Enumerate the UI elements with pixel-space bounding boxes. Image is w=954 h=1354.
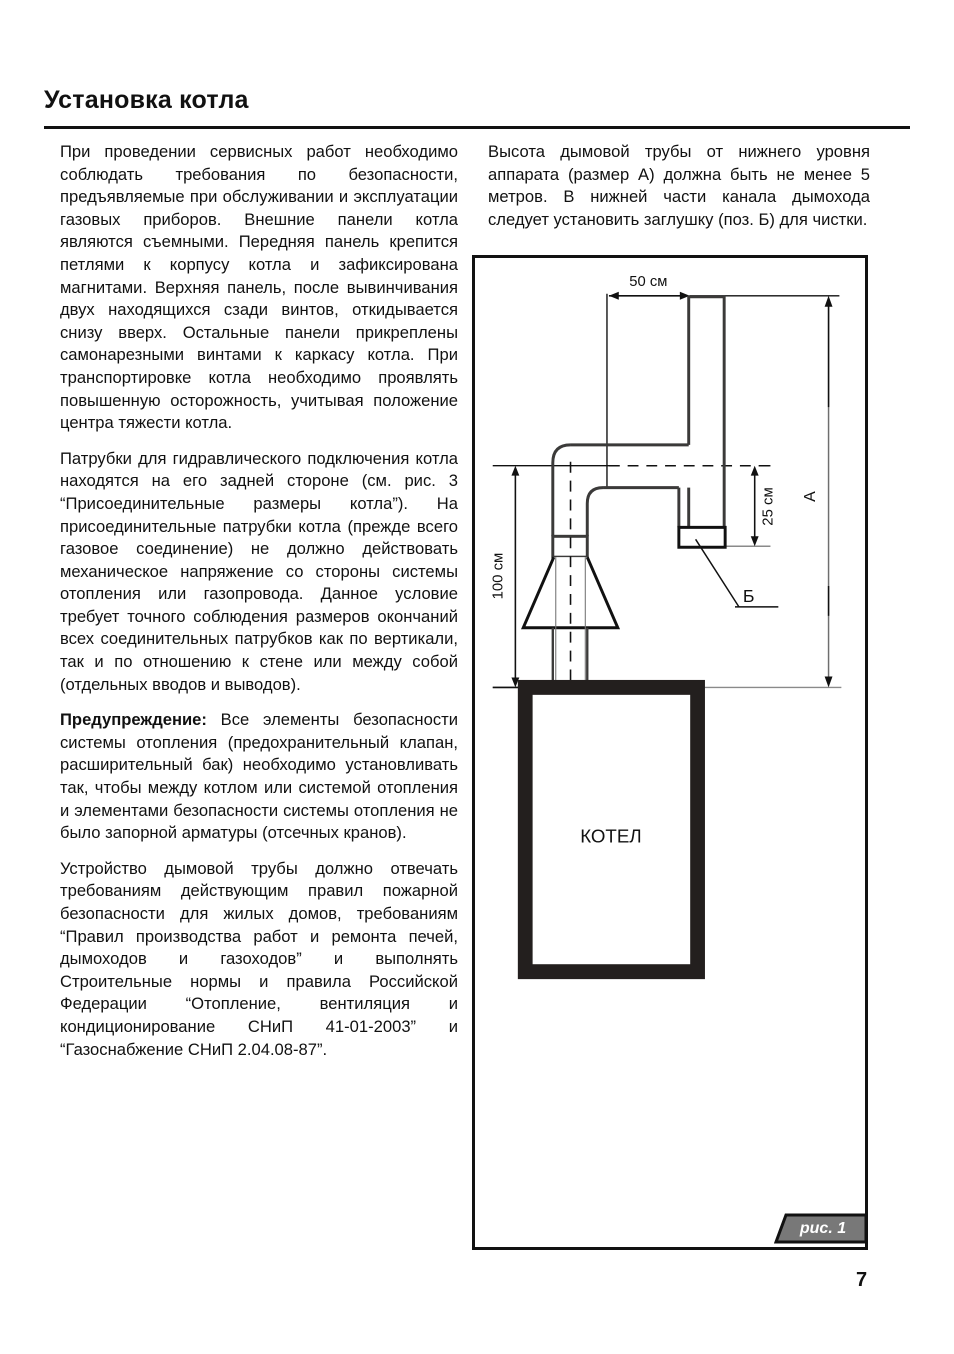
left-text-column xyxy=(60,141,458,1061)
paragraph-1: При проведении сервисных работ необходимо соблюдать требования по безопасности, предъявляемые при обслуживании и эксплуатации газовых приборов. Внешние панели котла являются съемными. Передняя панель крепится петлями к корпусу котла и зафиксирована магнитами. Верхняя панель, после вывинчивания двух находящихся сзади винтов, откидывается снизу вверх. Остальные панели прикреплены самонарезными винтами к каркасу котла. При транспортировке котла необходимо проявлять повышенную осторожность, учитывая положение центра тяжести котла. xyxy=(60,142,458,433)
dimension-label-25cm: 25 см xyxy=(760,487,777,526)
boiler-label: КОТЕЛ xyxy=(580,825,642,847)
cleanout-leader-line xyxy=(696,539,739,607)
page-title: Установка котла xyxy=(44,86,249,114)
cleanout-cap-box xyxy=(679,527,725,547)
dimension-label-cleanout-b: Б xyxy=(742,585,755,606)
paragraph-warning xyxy=(60,709,458,845)
figure-caption-tag xyxy=(774,1213,866,1244)
title-divider xyxy=(44,126,910,129)
right-text-column xyxy=(488,141,870,231)
dimension-100cm xyxy=(511,466,519,688)
warning-body: Все элементы безопасности системы отопления (предохранительный клапан, расширительный бак) необходимо установливать так, чтобы между котлом или системой отопления и элементами безопасности системы отопления не было запорной арматуры (отсечных кранов). xyxy=(60,710,458,843)
dimension-label-a: А xyxy=(801,491,819,502)
paragraph-right-1: Высота дымовой трубы от нижнего уровня аппарата (размер А) должна быть не менее 5 метров. В нижней части канала дымохода следует установить заглушку (поз. Б) для чистки. xyxy=(488,142,870,229)
chimney-installation-diagram xyxy=(475,258,865,1247)
figure-caption-shape xyxy=(774,1213,866,1244)
paragraph-2: Патрубки для гидравлического подключения котла находятся на его задней стороне (см. рис. 3 “Присоединительные размеры котла”). На присоединительные патрубки котла (прежде всего газовое соединение) не должно действовать механическое напряжение со стороны системы отопления или газопровода. Данное условие требует точного соблюдения размеров окончаний всех соединительных патрубков как по вертикали, так и по отношению к стене или между собой (отдельных вводов и выводов). xyxy=(60,448,458,694)
dimension-label-50cm: 50 см xyxy=(629,273,668,290)
warning-label: Предупреждение: xyxy=(60,710,207,730)
dimension-50cm xyxy=(609,292,690,300)
paragraph-4: Устройство дымовой трубы должно отвечать требованиям действующим правил пожарной безопасности для жилых домов, требованиям “Правил производства работ и ремонта печей, дымоходов и газоходов” и выполнять Строительные нормы и правила Российской Федерации “Отопление, вентиляция и кондиционирование СНиП 41-01-2003” и “Газоснабжение СНиП 2.04.08-87”. xyxy=(60,858,458,1059)
figure-caption-label: рис. 1 xyxy=(799,1219,847,1237)
dimension-a xyxy=(825,296,833,688)
elbow-lower-bend xyxy=(587,488,603,537)
figure-frame xyxy=(472,255,868,1250)
page-number: 7 xyxy=(856,1269,868,1291)
dimension-25cm xyxy=(751,466,759,547)
dimension-label-100cm: 100 см xyxy=(490,552,507,600)
elbow-upper-bend xyxy=(553,445,571,536)
